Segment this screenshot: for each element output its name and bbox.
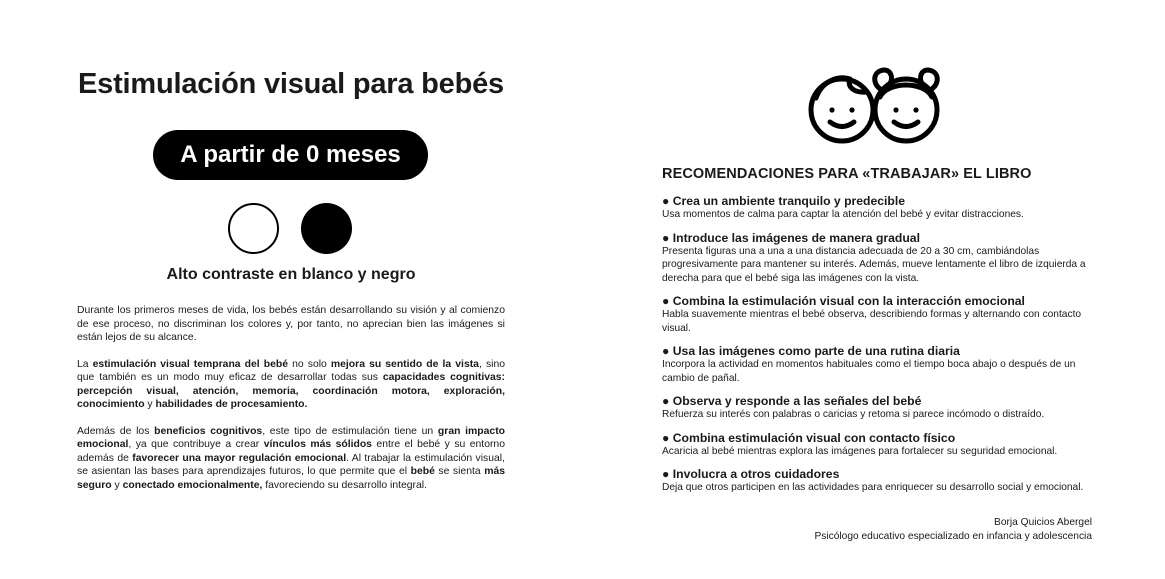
- text-run: , este tipo de estimulación tiene un: [262, 425, 438, 437]
- text-run: , sino que también es un modo muy eficaz de desarrollar todas sus: [77, 358, 506, 383]
- text-run: favoreciendo su desarrollo integral.: [262, 479, 427, 491]
- text-run: entre el bebé y su entorno además de: [77, 439, 505, 464]
- list-item: [662, 344, 1092, 385]
- item-title: ● Combina estimulación visual con contacto físico: [662, 430, 956, 445]
- text-run: . Al trabajar la estimulación visual, se asientan las bases para aprendizajes futuros, lo que permite que el: [77, 452, 505, 477]
- item-title: ● Usa las imágenes como parte de una rutina diaria: [662, 344, 960, 358]
- item-title: ● Combina la estimulación visual con la interacción emocional: [662, 294, 1025, 308]
- item-text: Refuerza su interés con palabras o caricias y retoma si parece incómodo o distraído.: [662, 409, 1045, 420]
- text-run: Además de los: [77, 425, 155, 437]
- bold-text: más seguro: [77, 466, 505, 491]
- item-title: ● Observa y responde a las señales del bebé: [662, 394, 922, 408]
- paragraph: [77, 304, 505, 345]
- author-signature: [814, 516, 1092, 543]
- bold-text: beneficios cognitivos: [154, 425, 263, 437]
- list-item: [662, 467, 1092, 495]
- item-text: Habla suavemente mientras el bebé observa, describiendo formas y alternando con contacto visual.: [662, 309, 1082, 334]
- item-text: Acaricia al bebé mientras explora las imágenes para fortalecer su seguridad emocional.: [662, 445, 1058, 457]
- text-run: Durante los primeros meses de vida, los bebés están desarrollando su visión y al comienzo de ese proceso, no discriminan los colores y, por tanto, no aprecian bien las imágenes si están lejos de su alcance.: [77, 305, 505, 343]
- bold-text: bebé: [410, 466, 435, 477]
- contrast-subtitle: Alto contraste en blanco y negro: [166, 266, 416, 283]
- bold-text: gran impacto emocional: [77, 425, 505, 450]
- bold-text: habilidades de procesamiento.: [155, 399, 308, 410]
- item-title: ● Involucra a otros cuidadores: [662, 467, 840, 481]
- text-run: se sienta: [434, 466, 485, 477]
- paragraph: [77, 358, 505, 412]
- page-title: Estimulación visual para bebés: [78, 68, 504, 100]
- bold-text: conectado emocionalmente,: [122, 479, 263, 491]
- bold-text: vínculos más sólidos: [263, 439, 372, 450]
- children-faces-icon: [800, 65, 956, 145]
- bold-text: capacidades cognitivas: percepción visual, atención, memoria, coordinación motora, exploración, conocimiento: [77, 372, 505, 410]
- item-text: Deja que otros participen en las actividades para enriquecer su desarrollo social y emocional.: [662, 482, 1084, 493]
- item-title: ● Introduce las imágenes de manera gradual: [662, 230, 920, 245]
- item-text: Presenta figuras una a una a una distancia adecuada de 20 a 30 cm, cambiándolas progresivamente para mantener su interés. Además, mueve lentamente el libro de izquierda a derecha para que el bebé siga las imágenes con la vista.: [662, 245, 1086, 284]
- list-item: [662, 431, 1092, 459]
- author-name: Borja Quicios Abergel: [994, 517, 1092, 528]
- bold-text: favorecer una mayor regulación emocional: [132, 452, 347, 464]
- bold-text: mejora su sentido de la vista: [330, 358, 479, 370]
- item-text: Incorpora la actividad en momentos habituales como el tiempo boca abajo o después de un cambio de pañal.: [662, 359, 1076, 384]
- black-circle-swatch: [301, 203, 352, 254]
- author-role: Psicólogo educativo especializado en infancia y adolescencia: [814, 530, 1092, 542]
- item-text: Usa momentos de calma para captar la atención del bebé y evitar distracciones.: [662, 209, 1024, 220]
- bold-text: estimulación visual temprana del bebé: [92, 358, 289, 370]
- recommendations-list: [662, 194, 1092, 504]
- text-run: y: [111, 479, 123, 491]
- text-run: La: [77, 358, 93, 370]
- text-run: y: [144, 399, 156, 410]
- text-run: no solo: [288, 358, 331, 370]
- list-item: [662, 194, 1092, 222]
- age-badge: A partir de 0 meses: [153, 130, 428, 180]
- intro-text: [77, 304, 505, 505]
- recommendations-heading: RECOMENDACIONES PARA «TRABAJAR» EL LIBRO: [662, 166, 1032, 182]
- list-item: [662, 394, 1092, 422]
- white-circle-swatch: [228, 203, 279, 254]
- item-title: ● Crea un ambiente tranquilo y predecible: [662, 194, 906, 208]
- list-item: [662, 294, 1092, 335]
- text-run: , ya que contribuye a crear: [128, 439, 264, 450]
- paragraph: [77, 425, 505, 493]
- list-item: [662, 231, 1092, 286]
